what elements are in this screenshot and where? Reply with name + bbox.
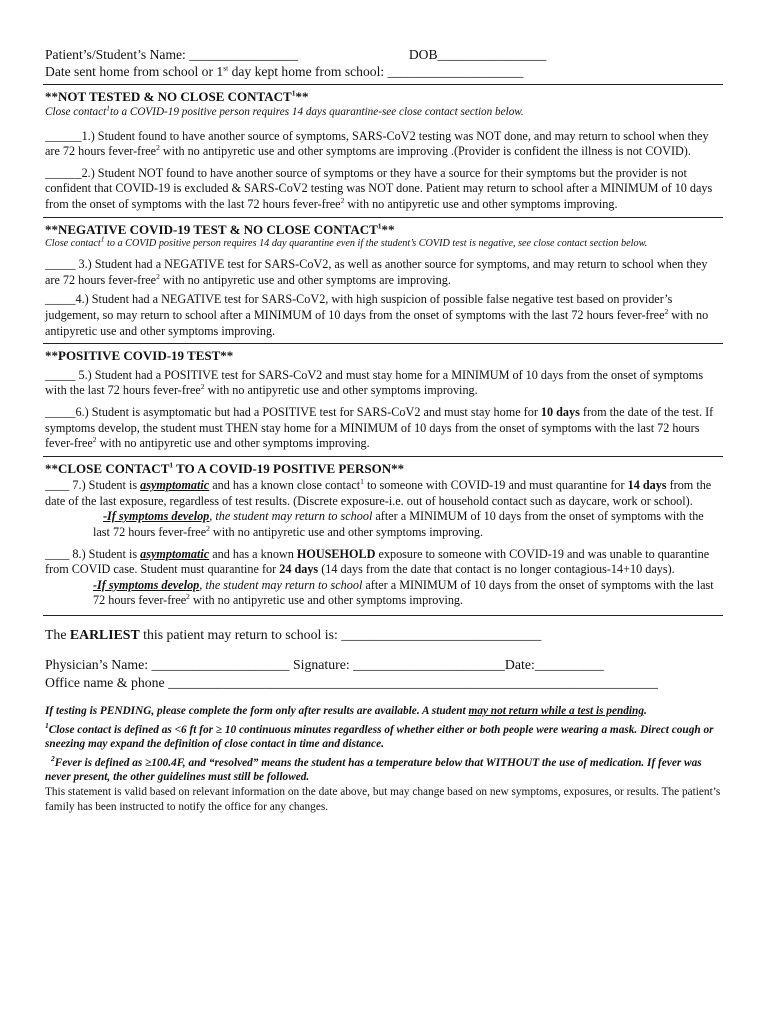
section-not-tested-title: **NOT TESTED & NO CLOSE CONTACT$^1$** bbox=[45, 88, 309, 104]
patient-name-label: Patient’s/Student’s Name: bbox=[45, 47, 186, 62]
option-7-symptoms-note: -If symptoms develop, the student may return to school after a MINIMUM of 10 days from the onset of symptoms with the last 72 hours fever-free$^2$ with no antipyretic use and other symptoms improving. bbox=[93, 509, 704, 540]
divider bbox=[43, 343, 723, 344]
divider bbox=[43, 615, 723, 616]
signature-field[interactable]: ______________________ bbox=[353, 657, 505, 673]
option-7[interactable]: ____ 7.) Student is asymptomatic and has a known close contact$^1$ to someone with COVID-19 and must quarantine for 14 days from the date of the last exposure, regardless of test results. (Discrete exposure-i.e. out of household contact such as daycare, work or school). bbox=[45, 477, 712, 508]
divider bbox=[43, 456, 723, 457]
date-label: Date: bbox=[504, 657, 535, 673]
option-3[interactable]: _____ 3.) Student had a NEGATIVE test for SARS-CoV2, as well as another source for symptoms, and may return to school when they are 72 hours fever-free$^2$ with no antipyretic use and other symptoms are improving. bbox=[45, 257, 708, 287]
date-field[interactable]: __________ bbox=[534, 657, 604, 673]
pending-note: If testing is PENDING, please complete the form only after results are available. A student may not return while a test is pending. bbox=[45, 705, 647, 718]
section-close-contact-title: **CLOSE CONTACT$^1$ TO A COVID-19 POSITIVE PERSON** bbox=[45, 460, 405, 476]
signature-label: Signature: bbox=[292, 657, 350, 673]
office-field[interactable]: _______________________________________________________________________ bbox=[168, 675, 658, 691]
earliest-return-field[interactable]: _____________________________ bbox=[341, 627, 542, 643]
fever-definition: $^2$Fever is defined as ≥100.4F, and “resolved” means the student has a temperature below that WITHOUT the use of medication. If fever was never present, the other guidelines must still be followed. bbox=[45, 754, 702, 784]
date-sent-home-label: Date sent home from school or 1st day kept home from school: bbox=[45, 63, 385, 79]
option-2[interactable]: ______2.) Student NOT found to have another source of symptoms or they have a source for their symptoms but the provider is not confident that COVID-19 is excluded & SARS-CoV2 testing was NOT done. Patient may return to school after a MINIMUM of 10 days from the onset of symptoms with the last 72 hours fever-free$^2$ with no antipyretic use and other symptoms improving. bbox=[45, 165, 713, 211]
section-negative-note: Close contact$^1$ to a COVID positive person requires 14 day quarantine even if the student’s COVID test is negative, see close contact section below. bbox=[45, 234, 648, 250]
office-label: Office name & phone bbox=[45, 675, 165, 691]
divider bbox=[43, 84, 723, 85]
section-positive-title: **POSITIVE COVID-19 TEST** bbox=[45, 348, 234, 364]
dob-label: DOB bbox=[408, 47, 438, 62]
patient-name-field[interactable]: ________________ bbox=[189, 47, 298, 62]
physician-row bbox=[45, 656, 721, 674]
office-row bbox=[45, 674, 721, 692]
patient-name-row bbox=[45, 46, 721, 63]
validity-statement: This statement is valid based on relevant information on the date above, but may change based on new symptoms, exposures, or results. The patient’s family has been instructed to notify the office for any changes. bbox=[45, 786, 721, 813]
date-sent-home-field[interactable]: ____________________ bbox=[387, 64, 524, 79]
date-sent-home-row bbox=[45, 63, 721, 80]
divider bbox=[43, 217, 723, 218]
dob-field[interactable]: ________________ bbox=[437, 47, 547, 62]
option-4[interactable]: _____4.) Student had a NEGATIVE test for SARS-CoV2, with high suspicion of possible false negative test based on provider’s judgement, so may return to school after a MINIMUM of 10 days from the onset of symptoms with the last 72 hours fever-free$^2$ with no antipyretic use and other symptoms improving. bbox=[45, 292, 709, 338]
section-not-tested-note: Close contact$^1$to a COVID-19 positive person requires 14 days quarantine-see close contact section below. bbox=[45, 102, 524, 118]
option-5[interactable]: _____ 5.) Student had a POSITIVE test for SARS-CoV2 and must stay home for a MINIMUM of 10 days from the onset of symptoms with the last 72 hours fever-free$^2$ with no antipyretic use and other symptoms improving. bbox=[45, 367, 704, 398]
covid-return-form bbox=[45, 46, 721, 814]
option-6[interactable]: _____6.) Student is asymptomatic but had a POSITIVE test for SARS-CoV2 and must stay home for 10 days from the date of the test. If symptoms develop, the student must THEN stay home for a MINIMUM of 10 days from the onset of symptoms with the last 72 hours fever-free$^2$ with no antipyretic use and other symptoms improving. bbox=[45, 404, 714, 451]
section-negative-title: **NEGATIVE COVID-19 TEST & NO CLOSE CONTACT$^1$** bbox=[45, 221, 395, 237]
earliest-return-row: The EARLIEST this patient may return to school is: _____________________________ bbox=[45, 627, 542, 643]
option-8-symptoms-note: -If symptoms develop, the student may return to school after a MINIMUM of 10 days from the onset of symptoms with the last 72 hours fever-free$^2$ with no antipyretic use and other symptoms improving. bbox=[93, 577, 714, 608]
option-1[interactable]: ______1.) Student found to have another source of symptoms, SARS-CoV2 testing was NOT done, and may return to school when they are 72 hours fever-free$^2$ with no antipyretic use and other symptoms are improving .(Provider is confident the illness is not COVID). bbox=[45, 128, 709, 159]
physician-name-field[interactable]: ____________________ bbox=[151, 657, 290, 673]
physician-name-label: Physician’s Name: bbox=[45, 657, 149, 673]
option-8[interactable]: ____ 8.) Student is asymptomatic and has a known HOUSEHOLD exposure to someone with COVID-19 and was unable to quarantine from COVID case. Student must quarantine for 24 days (14 days from the date that contact is no longer contagious-14+10 days). bbox=[45, 546, 710, 577]
close-contact-definition: $^1$Close contact is defined as <6 ft for ≥ 10 continuous minutes regardless of whether either or both people were wearing a mask. Direct cough or sneezing may expand the definition of close contact in time and distance. bbox=[45, 720, 714, 751]
